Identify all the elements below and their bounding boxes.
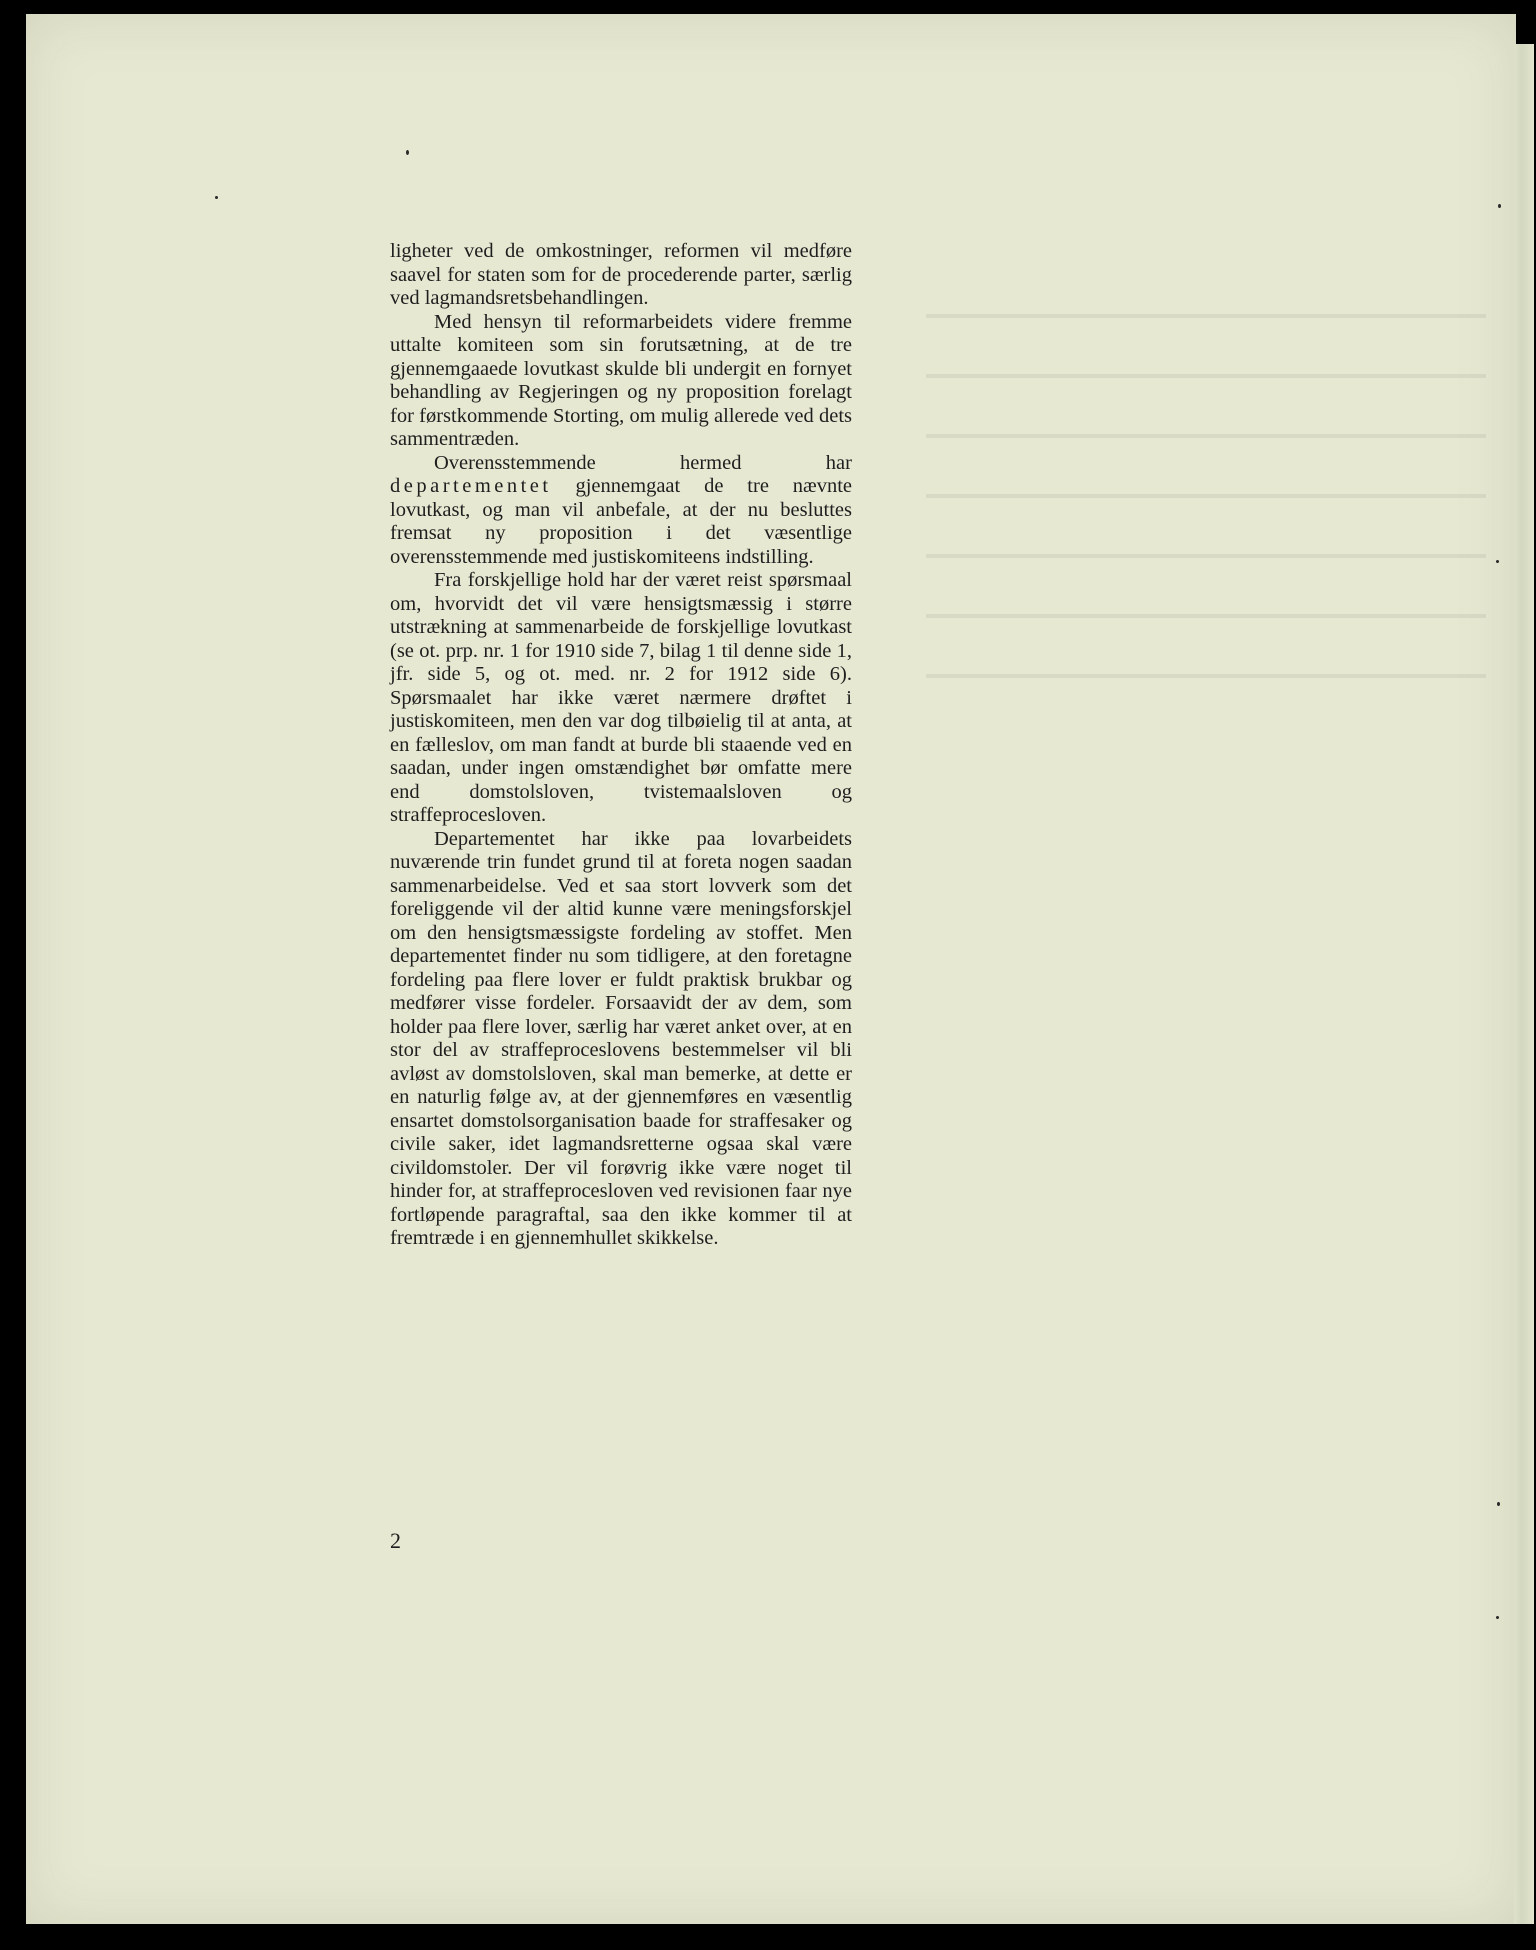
- dust-speck: [1498, 204, 1501, 208]
- paragraph-3: [390, 452, 852, 570]
- page-number: 2: [390, 1528, 401, 1553]
- dust-speck: [1496, 560, 1499, 563]
- page-edge: [1514, 44, 1534, 1924]
- dust-speck: [1496, 1616, 1499, 1619]
- paragraph-2: Med hensyn til reformarbeidets videre fremme uttalte komiteen som sin forutsætning, at de tre gjennemgaaede lovutkast skulde bli undergit en fornyet behandling av Regjeringen og ny proposition forelagt for førstkommende Storting, om mulig allerede ved dets sammentræden.: [390, 310, 852, 450]
- text-column: [390, 240, 852, 1251]
- bleed-through: [926, 314, 1486, 734]
- dust-speck: [215, 196, 218, 199]
- paragraph-1: ligheter ved de omkostninger, reformen vil medføre saavel for staten som for de procederende parter, særlig ved lagmandsretsbehandlingen.: [390, 240, 852, 309]
- paragraph-4: Fra forskjellige hold har der været reist spørsmaal om, hvorvidt det vil være hensigtsmæssig i større utstrækning at sammenarbeide de forskjellige lovutkast (se ot. prp. nr. 1 for 1910 side 7, bilag 1 til denne side 1, jfr. side 5, og ot. med. nr. 2 for 1912 side 6). Spørsmaalet har ikke været nærmere drøftet i justiskomiteen, men den var dog tilbøielig til at anta, at en fælleslov, om man fandt at burde bli staaende ved en saadan, under ingen omstændighet bør omfatte mere end domstolsloven, tvistemaalsloven og straffeprocesloven.: [390, 569, 852, 826]
- paragraph-3-lead: Overensstemmende hermed har: [434, 451, 852, 474]
- paragraph-5: Departementet har ikke paa lovarbeidets nuværende trin fundet grund til at foreta nogen saadan sammenarbeidelse. Ved et saa stort lovverk som det foreliggende vil der altid kunne være meningsforskjel om den hensigtsmæssigste fordeling av stoffet. Men departementet finder nu som tidligere, at den foretagne fordeling paa flere lover er fuldt praktisk brukbar og medfører visse fordeler. Forsaavidt der av dem, som holder paa flere lover, særlig har været anket over, at en stor del av straffeproceslovens bestemmelser vil bli avløst av domstolsloven, skal man bemerke, at dette er en naturlig følge av, at der gjennemføres en væsentlig ensartet domstolsorganisation baade for straffesaker og civile saker, idet lagmandsretterne ogsaa skal være civildomstoler. Der vil forøvrig ikke være noget til hinder for, at straffeprocesloven ved revisionen faar nye fortløpende paragraftal, saa den ikke kommer til at fremtræde i en gjennemhullet skikkelse.: [390, 827, 852, 1249]
- dust-speck: [1497, 1502, 1500, 1506]
- paragraph-3-emphasis: departementet: [390, 475, 552, 497]
- paragraph-3-rest: gjennemgaat de tre nævnte lovutkast, og man vil anbefale, at der nu besluttes fremsat ny proposition i det væsentlige overensstemmende med justiskomiteens indstilling.: [390, 475, 852, 568]
- dust-speck: [406, 150, 409, 155]
